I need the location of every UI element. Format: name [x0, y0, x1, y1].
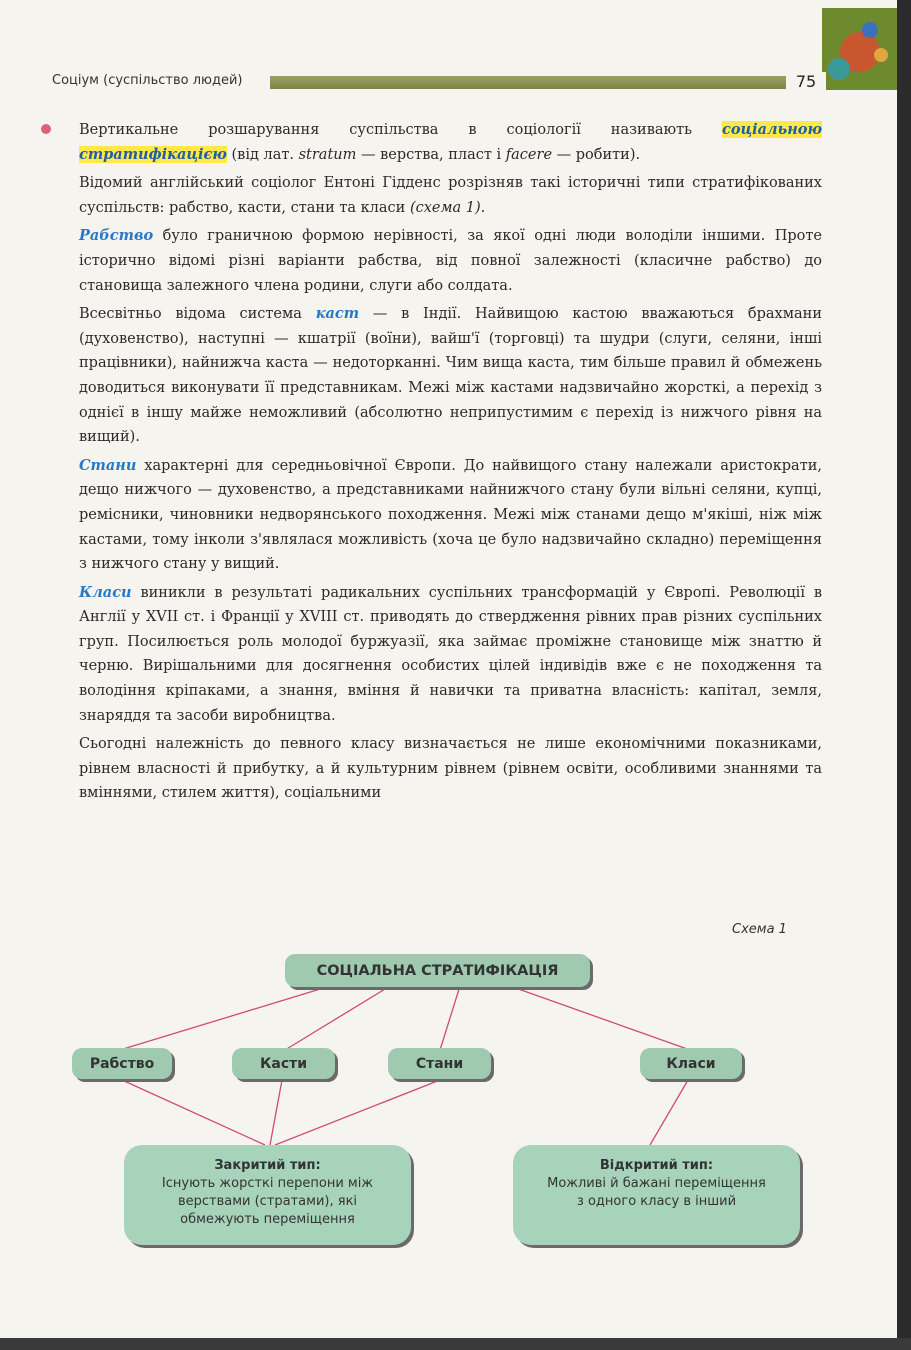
- node-castes: Касти: [232, 1048, 335, 1079]
- text-span: було граничною формою нерівності, за якої одні люди володіли іншими. Проте історично відомі різні варіанти рабства, від повної залежності (класичне рабство) до становища залежного члена родини, слуги або солдата.: [79, 228, 822, 294]
- schema-root: СОЦІАЛЬНА СТРАТИФІКАЦІЯ: [285, 954, 590, 987]
- text-span: Всесвітньо відома система: [79, 306, 316, 323]
- highlighted-term: соціальною стратифікацією: [79, 121, 822, 163]
- schema-reference: (схема 1).: [409, 199, 486, 216]
- text-span: Вертикальне розшарування суспільства в соціології називають: [79, 122, 722, 138]
- connector-line: [122, 1080, 265, 1145]
- term-estates: Стани: [79, 456, 137, 474]
- connector-line: [440, 986, 460, 1050]
- latin-word: stratum: [298, 146, 357, 163]
- text-span: Сьогодні належність до певного класу визначається не лише економічними показниками, рівнем власності й прибутку, а й культурним рівнем (рівнем освіти, особливими знаннями та вміннями, стилем життя), соціальними: [79, 736, 822, 802]
- node-classes: Класи: [640, 1048, 742, 1079]
- text-span: (від лат.: [226, 146, 299, 163]
- connector-line: [510, 986, 690, 1050]
- node-estates: Стани: [388, 1048, 491, 1079]
- text-span: — в Індії. Найвищою кастою вважаються брахмани (духовенство), наступні — кшатрії (воїни), вайш'ї (торговці) та шудри (слуги, селяни, інші працівники), найнижча каста — недоторканні. Чим вища каста, тим більше правил й обмежень доводиться виконувати її представникам. Межі між кастами надзвичайно жорсткі, а перехід з однієї в іншу майже неможливий (абсолютно неприпустимим є перехід із нижчого рівня на вищий).: [79, 306, 822, 446]
- closed-type-box: [124, 1145, 411, 1245]
- term-slavery: Рабство: [79, 227, 154, 245]
- node-slavery: Рабство: [72, 1048, 172, 1079]
- text-span: — верства, пласт і: [356, 146, 506, 163]
- open-type-title: Відкритий тип:: [599, 1158, 714, 1173]
- closed-type-text: Існують жорсткі перепони між верствами (стратами), які обмежують переміщення: [161, 1176, 374, 1227]
- connector-line: [650, 1080, 688, 1145]
- connector-line: [275, 1080, 440, 1145]
- connector-line: [270, 1080, 282, 1145]
- term-classes: Класи: [79, 583, 132, 601]
- latin-word: facere: [505, 146, 553, 163]
- section-title: Соціум (суспільство людей): [52, 73, 247, 88]
- term-castes: каст: [315, 305, 360, 323]
- page-number: 75: [786, 72, 826, 91]
- closed-type-title: Закритий тип:: [214, 1158, 321, 1173]
- page-edge: [0, 1338, 911, 1350]
- text-span: характерні для середньовічної Європи. До найвищого стану належали аристократи, дещо нижчого — духовенство, а представниками найнижчого стану були вільні селяни, купці, ремісники, чиновники недворянського походження. Межі між станами дещо м'якіші, ніж між кастами, тому інколи з'являлася можливість (хоча це було надзвичайно складно) переміщення з нижчого стану у вищий.: [79, 457, 822, 573]
- connector-line: [285, 986, 390, 1050]
- text-span: виникли в результаті радикальних суспільних трансформацій у Європі. Революції в Англії у XVII ст. і Франції у XVIII ст. приводять до ствердження рівних прав різних суспільних груп. Посилюється роль молодої буржуазії, яка займає проміжне становище між знаттю й черню. Вирішальними для досягнення особистих цілей індивідів вже є не походження та володіння кріпаками, а знання, вміння й навички та приватна власність: капітал, земля, знаряддя та засоби виробництва.: [79, 584, 822, 724]
- text-span: — робити).: [552, 146, 641, 163]
- text-span: Відомий англійський соціолог Ентоні Гідденс розрізняв такі історичні типи стратифікованих суспільств: рабство, касти, стани та класи: [79, 175, 822, 216]
- schema-label: Схема 1: [732, 922, 787, 937]
- open-type-text: Можливі й бажані переміщення з одного класу в інший: [547, 1176, 766, 1209]
- connector-line: [120, 986, 330, 1050]
- open-type-box: [513, 1145, 800, 1245]
